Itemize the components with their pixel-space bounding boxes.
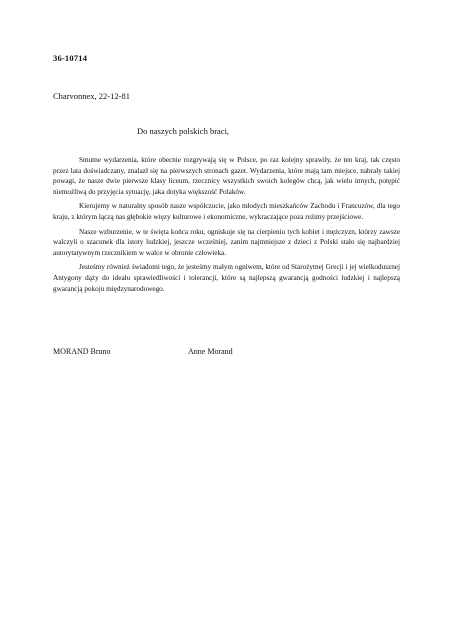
- place-and-date: Charvonnex, 22-12-81: [53, 91, 130, 101]
- signature-1: MORAND Bruno: [53, 347, 111, 356]
- document-number: 36-10714: [53, 53, 88, 63]
- body-paragraph-3: Nasze wzburzenie, w te święta końca roku, ogniskuje się na cierpieniu tych kobiet i mężczyzn, którzy zawsze walczyli o szacunek dla istoty ludzkiej, jeszcze wcześniej, zanim najmniejsze z dzieci z Polski stało się najbardziej autorytatywnym rzecznikiem w walce w obronie człowieka.: [53, 227, 400, 257]
- body-paragraph-4: Jesteśmy również świadomi tego, że jesteśmy małym ogniwem, które od Starożytnej Grecji i jej wielkodusznej Antygony dąży do ideału sprawiedliwości i tolerancji, które są najlepszą gwarancją godności ludzkiej i najlepszą gwarancją pokoju międzynarodowego.: [53, 263, 400, 293]
- signature-2: Anne Morand: [188, 347, 233, 356]
- salutation: Do naszych polskich braci,: [137, 126, 230, 136]
- letter-body: [53, 155, 400, 298]
- body-paragraph-2: Kierujemy w naturalny sposób nasze współczucie, jako młodych mieszkańców Zachodu i Francuzów, dla tego kraju, z którym łączą nas głębokie więzy kulturowe i ekonomiczne, wykraczające poza reżimy przejściowe.: [53, 202, 400, 221]
- body-paragraph-1: Smutne wydarzenia, które obecnie rozgrywają się w Polsce, po raz kolejny sprawiły, że ten kraj, tak często przez lata doświadczany, znalazł się na pierwszych stronach gazet. Wydarzenia, które mają tam miejsce, nabrały takiej powagi, że nasze dwie pierwsze klasy liceum, rzecznicy wszystkich swoich kolegów chcą, jak wielu innych, potępić niemożliwą do przyjęcia sytuację, jaka dotyka większość Polaków.: [53, 156, 400, 196]
